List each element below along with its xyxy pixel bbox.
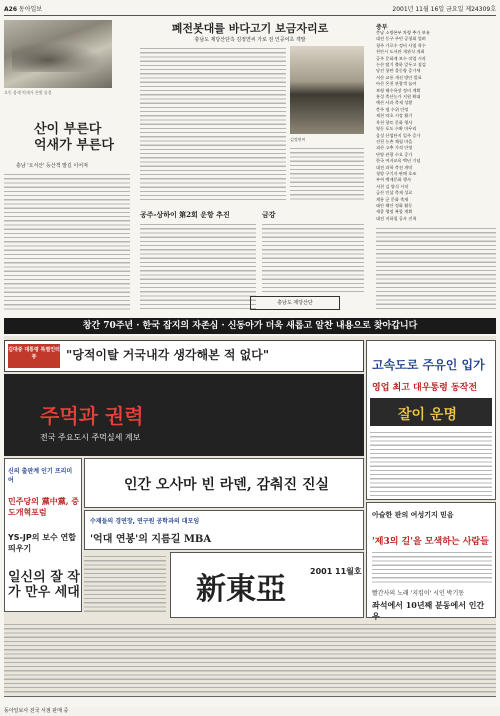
mid-ad-body (84, 554, 166, 614)
mid-ad2-line-1: 수재들의 경연장, 연구원 공학과의 대모임 (90, 518, 200, 525)
section-headline-2: 공주-상하이 第2회 운항 추진 (140, 210, 230, 219)
left-body-text (4, 172, 130, 312)
index-item: 논산 딸기 출하 앞두고 점검 (376, 62, 426, 68)
index-item: 예산 사과 축제 성황 (376, 100, 413, 106)
interview-quote: "당적이탈 거국내각 생각해본 적 없다" (66, 348, 270, 362)
page-number: A26 동아일보 (4, 6, 43, 13)
mountain-photo (4, 20, 112, 88)
interview-tag: 김대중 대통령 특별인터뷰 (8, 344, 60, 368)
index-item: 보령 해수욕장 정비 계획 (376, 87, 421, 93)
index-item: 홍성 축산농가 지원 확대 (376, 94, 421, 100)
index-item: 단양 관광 수요 증가 (376, 151, 413, 157)
small-ad-box: 충남도 제당산단 (250, 296, 340, 310)
magazine-logo: 新東亞 (196, 572, 286, 607)
section-headline-3: 금강 (262, 210, 276, 219)
index-item: 한국 여자교육 백년 기념 (376, 158, 421, 164)
index-item: 충주 댐 수위 안정 (376, 106, 409, 112)
footer-text: 동아일보사 전국 서점 판매 중 (4, 708, 69, 714)
dateline: 2001년 11월 16일 금요일 제24309호 (392, 6, 496, 13)
right-ad-title: 고속도로 주유인 입가 (372, 358, 485, 372)
index-item: 아산 온천 관광객 늘어 (376, 81, 417, 87)
photo-side-text (290, 146, 364, 200)
index-item: 제천 약초 시장 활기 (376, 113, 413, 119)
rb-line-1: 아슬한 판의 여성기지 믿음 (372, 511, 454, 519)
left-ad-item-1: 신의 출판계 인기 프리미어 (8, 468, 73, 484)
mid-ad2-line-2: '억대 연봉'의 지름길 MBA (90, 534, 212, 545)
index-title: 중부 (376, 24, 388, 31)
issue-date: 2001 11월호 (310, 567, 362, 576)
index-item: 청양 구기자 판매 호조 (376, 170, 417, 176)
index-item: 천안시 도서관 개관식 개최 (376, 49, 425, 55)
main-subhead: 충남도 제당산단측 김정연씨 가로 전 인공어초 개발 (194, 37, 306, 43)
index-item: 대전 과학 축전 개막 (376, 164, 413, 170)
center-body-text (140, 46, 286, 200)
page-header (4, 4, 496, 16)
index-item: 충남 소방본부 차량 추가 보유 (376, 30, 430, 35)
index-item: 계룡 군 문화 축제 (376, 196, 409, 202)
index-item: 대전 동구 주민 공청회 열려 (376, 36, 426, 42)
main-headline: 폐전봇대를 바다고기 보금자리로 (171, 22, 329, 35)
feature-subtitle: 전국 주요도시 주먹실세 계보 (40, 433, 141, 442)
person-photo (290, 46, 364, 142)
index-body-text (376, 226, 496, 312)
index-item: 옥천 향토 문화 행사 (376, 119, 413, 125)
index-item: 금산 인삼 축제 성료 (376, 190, 413, 196)
section2-body (140, 222, 256, 312)
rb-body (372, 550, 492, 584)
left-ad-item-2: 민주당의 黨中黨, 중도개혁포럼 (8, 496, 79, 517)
rb-line-4: 좌석에서 10년째 분동에서 인간 우 (372, 600, 485, 621)
index-list (376, 30, 496, 222)
mid-ad-title: 인간 오사마 빈 라덴, 감춰진 진실 (124, 477, 330, 493)
index-item: 태안 해안 정화 활동 (376, 202, 413, 208)
index-item: 괴산 고추 가격 안정 (376, 145, 413, 151)
ad-fine-print (4, 622, 496, 694)
ad-banner: 창간 70주년 · 한국 잡지의 자존심 · 신동아가 더욱 새롭고 알찬 내용으로 찾아갑니다 (4, 318, 496, 334)
index-item: 서산 교통 개선 방안 발표 (376, 74, 422, 80)
index-item: 진천 농촌 체험 마을 (376, 138, 413, 144)
index-item: 서천 김 양식 시작 (376, 183, 409, 189)
footer (4, 696, 496, 714)
index-item: 부여 백제문화 행사 (376, 177, 412, 183)
right-ad-red: 영업 최고 대우통령 동작전 (372, 383, 478, 393)
left-ad-item-3: YS-JP의 보수 연합 띄우기 (8, 533, 76, 553)
index-item: 대전 지하철 공사 진척 (376, 215, 417, 221)
right-ad-body (370, 430, 492, 496)
feature-title-red: 주먹과 권력 (40, 404, 144, 428)
index-item: 세종 행정 복합 계획 (376, 209, 413, 215)
left-subhead: 충남 '오서산' 등산객 발길 이어져 (16, 163, 88, 169)
index-item: 음성 산업단지 입주 증가 (376, 132, 421, 138)
left-headline: 산이 부른다 억새가 부른다 (34, 122, 114, 153)
photo-caption-right: 김정연씨 (290, 137, 306, 142)
photo-caption-left: 오동 몸색 억새가 은빛 물결 (4, 90, 52, 95)
rb-line-2: '제3의 길'을 모색하는 사람들 (372, 537, 489, 547)
left-ad-title: 일신의 잘 작가 만우 세대 (8, 570, 80, 600)
rb-line-3: 빨간사의 노래 '지킴이' 시인 박기동 (372, 590, 465, 597)
index-item: 영동 포도 수확 마무리 (376, 126, 417, 132)
right-ad-dark-title: 잘이 운명 (398, 407, 457, 423)
section3-body (262, 222, 364, 292)
index-item: 청주 가로수 정비 사업 착수 (376, 42, 426, 48)
index-item: 당진 항만 물동량 증가세 (376, 68, 421, 74)
index-item: 공주 문화재 보수 작업 시작 (376, 55, 426, 61)
